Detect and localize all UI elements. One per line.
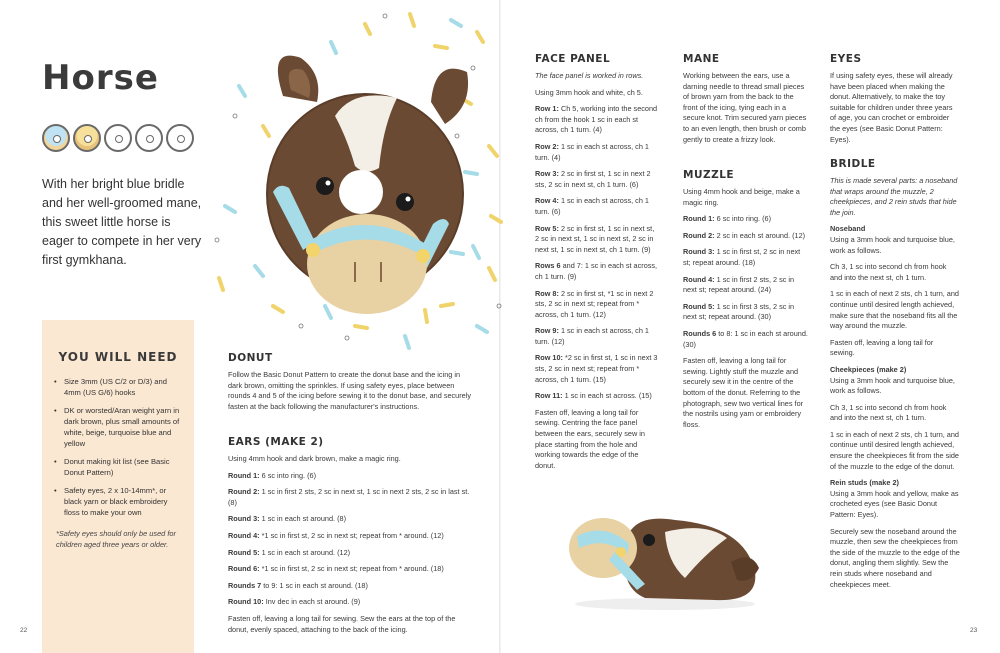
pattern-round: Round 10: Inv dec in each st around. (9) bbox=[228, 597, 361, 607]
list-item: • Safety eyes, 2 x 10-14mm*, or black yarn or black embroidery floss to make your own bbox=[54, 485, 182, 518]
ears-heading: EARS (MAKE 2) bbox=[228, 436, 324, 448]
list-item: • Donut making kit list (see Basic Donut Pattern) bbox=[54, 456, 182, 478]
ears-outro: Fasten off, leaving a long tail for sewing. Sew the ears at the top of the donut, evenly spaced, attaching to the back of the icing. bbox=[228, 613, 456, 634]
instruction-text: Using a 3mm hook and turquoise blue, work as follows. bbox=[830, 375, 955, 396]
cheekpieces-heading: Cheekpieces (make 2) bbox=[830, 364, 907, 374]
pattern-round: Round 1: 6 sc into ring. (6) bbox=[228, 470, 316, 480]
pattern-round: Round 2: 2 sc in each st around. (12) bbox=[683, 230, 806, 240]
muzzle-section bbox=[683, 169, 808, 430]
pattern-round: Round 5: 1 sc in first 3 sts, 2 sc in next st; repeat around. (30) bbox=[683, 301, 795, 322]
bridle-heading: BRIDLE bbox=[830, 158, 876, 170]
pattern-row: Row 11: 1 sc in each st across. (15) bbox=[535, 391, 652, 401]
difficulty-rating bbox=[42, 124, 194, 152]
instruction-text: Fasten off, leaving a long tail for sewing. bbox=[830, 337, 934, 358]
face-panel-intro: Using 3mm hook and white, ch 5. bbox=[535, 87, 643, 97]
pattern-row: Row 9: 1 sc in each st across, ch 1 turn. (12) bbox=[535, 326, 649, 346]
pattern-round: Round 5: 1 sc in each st around. (12) bbox=[228, 547, 351, 557]
rein-studs-heading: Rein studs (make 2) bbox=[830, 478, 899, 488]
eyes-heading: EYES bbox=[830, 53, 862, 65]
you-will-need-panel bbox=[42, 320, 194, 653]
pattern-row: Rows 6 and 7: 1 sc in each st across, ch 1 turn. (9) bbox=[535, 261, 658, 281]
ears-section bbox=[228, 436, 473, 635]
pattern-round: Round 4: 1 sc in first 2 sts, 2 sc in next st; repeat around. (24) bbox=[683, 274, 795, 295]
mane-heading: MANE bbox=[683, 53, 720, 65]
eyes-section bbox=[830, 53, 960, 145]
pattern-row: Row 5: 2 sc in first st, 1 sc in next st, 2 sc in next st, 1 sc in next st, 2 sc in next st, 1 sc in next st, ch 1 turn. (9) bbox=[535, 223, 655, 254]
instruction-text: Ch 3, 1 sc into second ch from hook and into the next st, ch 1 turn. bbox=[830, 262, 947, 282]
pattern-row: Row 8: 2 sc in first st, *1 sc in next 2 sts, 2 sc in next st; repeat from * across, ch 1 turn. (12) bbox=[535, 288, 654, 319]
instruction-text: Ch 3, 1 sc into second ch from hook and into the next st, ch 1 turn. bbox=[830, 402, 947, 423]
pattern-round: Round 6: *1 sc in first st, 2 sc in next st; repeat from * around. (18) bbox=[228, 564, 444, 574]
pattern-round: Round 4: *1 sc in first st, 2 sc in next st; repeat from * around. (12) bbox=[228, 530, 444, 540]
donut-icon bbox=[104, 124, 132, 152]
donut-section bbox=[228, 352, 473, 412]
safety-note: *Safety eyes should only be used for children aged three years or older. bbox=[56, 529, 176, 549]
materials-list bbox=[54, 376, 182, 518]
pattern-row: Row 1: Ch 5, working into the second ch from the hook 1 sc in each st across, ch 1 turn. (4) bbox=[535, 104, 658, 135]
page-title: Horse bbox=[42, 58, 159, 98]
pattern-row: Row 3: 2 sc in first st, 1 sc in next 2 sts, 2 sc in next st, ch 1 turn. (6) bbox=[535, 169, 651, 189]
pattern-row: Row 10: *2 sc in first st, 1 sc in next 3 sts, 2 sc in next st; repeat from * across, ch 1 turn. (15) bbox=[535, 353, 658, 384]
list-item: • Size 3mm (US C/2 or D/3) and 4mm (US G/6) hooks bbox=[54, 376, 182, 398]
instruction-text: 1 sc in each of next 2 sts, ch 1 turn, and continue until desired length achieved, make sure that the noseband fits all the way around the muzzle. bbox=[830, 289, 959, 331]
donut-heading: DONUT bbox=[228, 352, 273, 364]
pattern-round: Round 1: 6 sc into ring. (6) bbox=[683, 214, 771, 224]
pattern-round: Round 3: 1 sc in each st around. (8) bbox=[228, 514, 347, 524]
ears-intro: Using 4mm hook and dark brown, make a magic ring. bbox=[228, 454, 401, 463]
list-item: • DK or worsted/Aran weight yarn in dark brown, plus small amounts of white, beige, turquoise blue and yellow bbox=[54, 405, 182, 449]
pattern-round: Round 2: 1 sc in first 2 sts, 2 sc in next st, 1 sc in next 2 sts, 2 sc in last st. (8) bbox=[228, 487, 470, 507]
you-will-need-heading: YOU WILL NEED bbox=[58, 350, 178, 364]
muzzle-heading: MUZZLE bbox=[683, 169, 735, 181]
donut-text: Follow the Basic Donut Pattern to create the donut base and the icing in dark brown, omitting the sprinkles. If using safety eyes, place between rounds 4 and 5 of the icing before sewing it to the donut base, and securely fasten at the back following the manufacturer's instructions. bbox=[228, 370, 471, 411]
horse-donut-photo bbox=[205, 6, 510, 351]
noseband-heading: Noseband bbox=[830, 224, 866, 234]
horse-side-photo bbox=[555, 492, 765, 612]
face-panel-section bbox=[535, 53, 660, 471]
donut-icon bbox=[166, 124, 194, 152]
pattern-row: Row 2: 1 sc in each st across, ch 1 turn. (4) bbox=[535, 141, 649, 162]
face-panel-heading: FACE PANEL bbox=[535, 53, 611, 65]
mane-text: Working between the ears, use a darning needle to thread small pieces of brown yarn from the back to the front of the icing, tying each in a secure knot. Trim secured yarn pieces to an even length, then brush or comb gently to create a frizzy look. bbox=[683, 71, 807, 144]
pattern-round: Round 3: 1 sc in first st, 2 sc in next st; repeat around. (18) bbox=[683, 247, 801, 267]
pattern-row: Row 4: 1 sc in each st across, ch 1 turn. (6) bbox=[535, 196, 649, 216]
instruction-text: Using a 3mm hook and turquoise blue, work as follows. bbox=[830, 234, 955, 255]
donut-icon bbox=[42, 124, 70, 152]
muzzle-intro: Using 4mm hook and beige, make a magic ring. bbox=[683, 187, 800, 207]
instruction-text: 1 sc in each of next 2 sts, ch 1 turn, and continue until desired length achieved, ensure the cheekpieces fit from the side of the muzzle to the edge of the donut. bbox=[830, 429, 959, 471]
pattern-round: Rounds 7 to 9: 1 sc in each st around. (18) bbox=[228, 580, 368, 590]
donut-icon bbox=[135, 124, 163, 152]
page-number-right: 23 bbox=[970, 627, 978, 634]
instruction-text: Securely sew the noseband around the muzzle, then sew the cheekpieces from the side of the muzzle to the edge of the donut, angling them slightly. Sew the rein studs where noseband and cheekpieces meet. bbox=[830, 526, 960, 589]
donut-icon bbox=[73, 124, 101, 152]
mane-section bbox=[683, 53, 808, 145]
bridle-section bbox=[830, 158, 960, 590]
pattern-round: Rounds 6 to 8: 1 sc in each st around. (30) bbox=[683, 328, 808, 349]
face-panel-note: The face panel is worked in rows. bbox=[535, 71, 644, 80]
intro-paragraph: With her bright blue bridle and her well-groomed mane, this sweet little horse is eager to compete in her very first gymkhana. bbox=[42, 177, 202, 267]
bridle-note: This is made several parts: a noseband that wraps around the muzzle, 2 cheekpieces, and 2 rein studs that hide the join. bbox=[830, 176, 958, 217]
eyes-text: If using safety eyes, these will already have been placed when making the donut. Alternatively, to make the toy suitable for children under three years of age, you can crochet or embroider the eyes (see Basic Donut Pattern: Eyes). bbox=[830, 71, 953, 144]
muzzle-outro: Fasten off, leaving a long tail for sewing. Lightly stuff the muzzle and securely sew it in the centre of the bottom of the donut. Referring to the photograph, sew two vertical lines for the nostrils using yarn or embroidery floss. bbox=[683, 356, 804, 429]
page-number-left: 22 bbox=[20, 627, 28, 634]
face-panel-outro: Fasten off, leaving a long tail for sewing. Centring the face panel between the ears, securely sew in place starting from the hole and working towards the edge of the donut. bbox=[535, 407, 645, 470]
instruction-text: Using a 3mm hook and yellow, make as crocheted eyes (see Basic Donut Pattern: Eyes). bbox=[830, 488, 959, 520]
